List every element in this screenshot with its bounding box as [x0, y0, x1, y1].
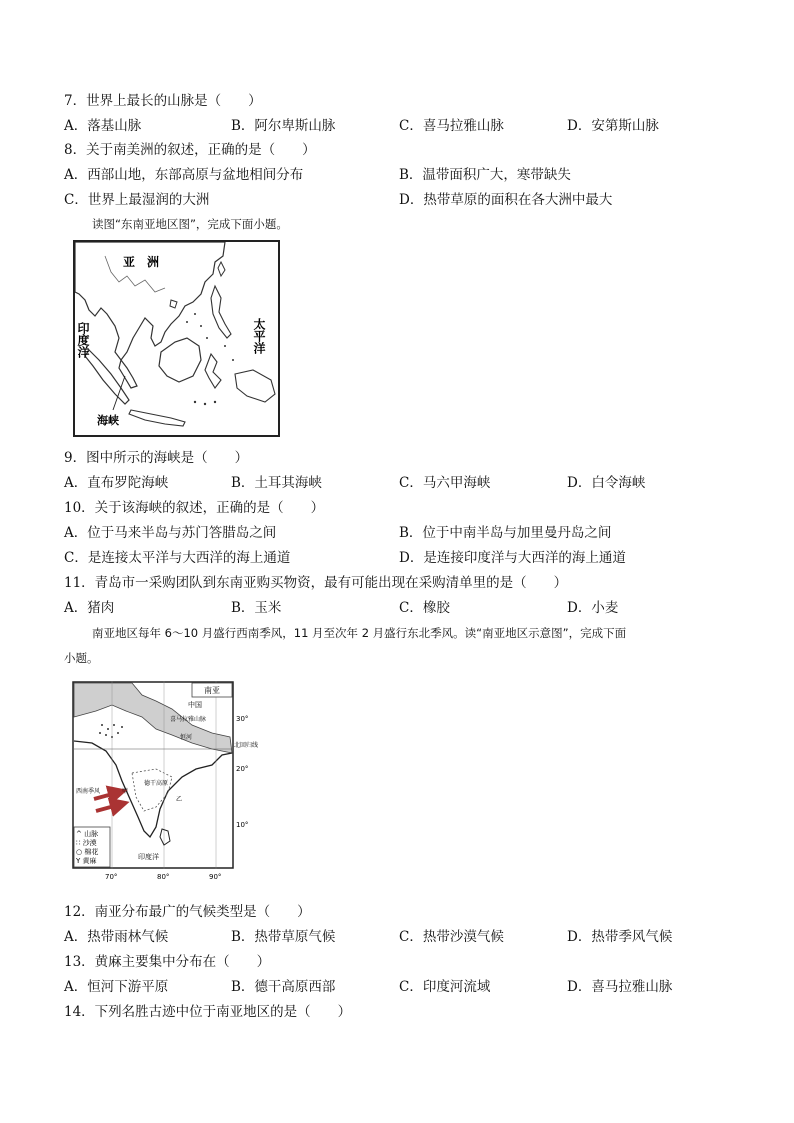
q8-option-a: A．西部山地，东部高原与盆地相间分布 [64, 167, 304, 183]
map2-label-himalaya: 喜马拉雅山脉 [170, 716, 207, 723]
map1-label-asia: 亚 洲 [123, 255, 160, 269]
q9-option-b: B．土耳其海峡 [231, 475, 322, 491]
map2-title: 南亚 [204, 686, 220, 695]
q7-option-b: B．阿尔卑斯山脉 [231, 118, 336, 134]
map2-label-tropic: 北回归线 [234, 742, 259, 749]
map2-legend-jute: Y 黄麻 [76, 857, 97, 865]
q7-option-d: D．安第斯山脉 [567, 118, 659, 134]
q12-option-d: D．热带季风气候 [567, 929, 673, 945]
intro-south-asia-cont: 小题。 [64, 651, 99, 665]
map2-label-indian-ocean: 印度洋 [138, 853, 159, 861]
q7-stem: 7．世界上最长的山脉是（ ） [64, 93, 262, 109]
map2-label-ganga: 恒河 [180, 734, 193, 741]
map2-label-yi: 乙 [176, 796, 183, 803]
q10-option-d: D．是连接印度洋与大西洋的海上通道 [399, 550, 626, 566]
q8-stem: 8．关于南美洲的叙述，正确的是（ ） [64, 142, 316, 158]
map2-legend-mountain: ^ 山脉 [76, 830, 99, 838]
q13-stem: 13．黄麻主要集中分布在（ ） [64, 954, 271, 970]
intro-south-asia: 南亚地区每年 6～10 月盛行西南季风，11 月至次年 2 月盛行东北季风。读“南亚地区示意图”，完成下面 [92, 626, 627, 640]
intro-southeast-asia: 读图“东南亚地区图”，完成下面小题。 [92, 217, 288, 231]
q10-option-c: C．是连接太平洋与大西洋的海上通道 [64, 550, 291, 566]
q10-option-b: B．位于中南半岛与加里曼丹岛之间 [399, 525, 612, 541]
map1-label-pacific: 太平洋 [252, 318, 266, 354]
q8-option-d: D．热带草原的面积在各大洲中最大 [399, 192, 613, 208]
map2-legend-cotton: ○ 棉花 [76, 848, 99, 856]
q10-stem: 10．关于该海峡的叙述，正确的是（ ） [64, 500, 325, 516]
q9-option-c: C．马六甲海峡 [399, 475, 491, 491]
map2-lon-70: 70° [105, 873, 118, 881]
map2-label-deccan: 德干高原 [144, 780, 169, 787]
q12-option-a: A．热带雨林气候 [64, 929, 169, 945]
q13-option-d: D．喜马拉雅山脉 [567, 979, 673, 995]
q13-option-a: A．恒河下游平原 [64, 979, 169, 995]
map2-lon-90: 90° [209, 873, 222, 881]
q7-option-a: A．落基山脉 [64, 118, 142, 134]
southeast-asia-map [73, 240, 280, 437]
map2-lat-20: 20° [236, 765, 249, 773]
q12-option-b: B．热带草原气候 [231, 929, 336, 945]
q13-option-c: C．印度河流域 [399, 979, 491, 995]
q12-stem: 12．南亚分布最广的气候类型是（ ） [64, 904, 311, 920]
q14-stem: 14．下列名胜古迹中位于南亚地区的是（ ） [64, 1004, 352, 1020]
q11-option-c: C．橡胶 [399, 600, 450, 616]
q9-stem: 9．图中所示的海峡是（ ） [64, 450, 249, 466]
map2-lon-80: 80° [157, 873, 170, 881]
map2-label-china: 中国 [188, 701, 202, 709]
q11-option-b: B．玉米 [231, 600, 282, 616]
map1-label-strait: 海峡 [97, 414, 119, 427]
q8-option-b: B．温带面积广大，寒带缺失 [399, 167, 571, 183]
map2-label-jia: 甲 [122, 788, 129, 795]
q11-stem: 11．青岛市一采购团队到东南亚购买物资，最有可能出现在采购清单里的是（ ） [64, 575, 568, 591]
map2-lat-30: 30° [236, 715, 249, 723]
q12-option-c: C．热带沙漠气候 [399, 929, 504, 945]
south-asia-map [72, 681, 272, 879]
q11-option-a: A．猪肉 [64, 600, 115, 616]
q13-option-b: B．德干高原西部 [231, 979, 336, 995]
q9-option-a: A．直布罗陀海峡 [64, 475, 169, 491]
q10-option-a: A．位于马来半岛与苏门答腊岛之间 [64, 525, 277, 541]
map1-label-indian-ocean: 印度洋 [76, 322, 90, 358]
q8-option-c: C．世界上最湿润的大洲 [64, 192, 210, 208]
map2-lat-10: 10° [236, 821, 249, 829]
map2-label-monsoon: 西南季风 [76, 788, 101, 795]
q9-option-d: D．白令海峡 [567, 475, 646, 491]
map2-legend-desert: ∷ 沙漠 [76, 839, 97, 847]
q11-option-d: D．小麦 [567, 600, 619, 616]
q7-option-c: C．喜马拉雅山脉 [399, 118, 504, 134]
